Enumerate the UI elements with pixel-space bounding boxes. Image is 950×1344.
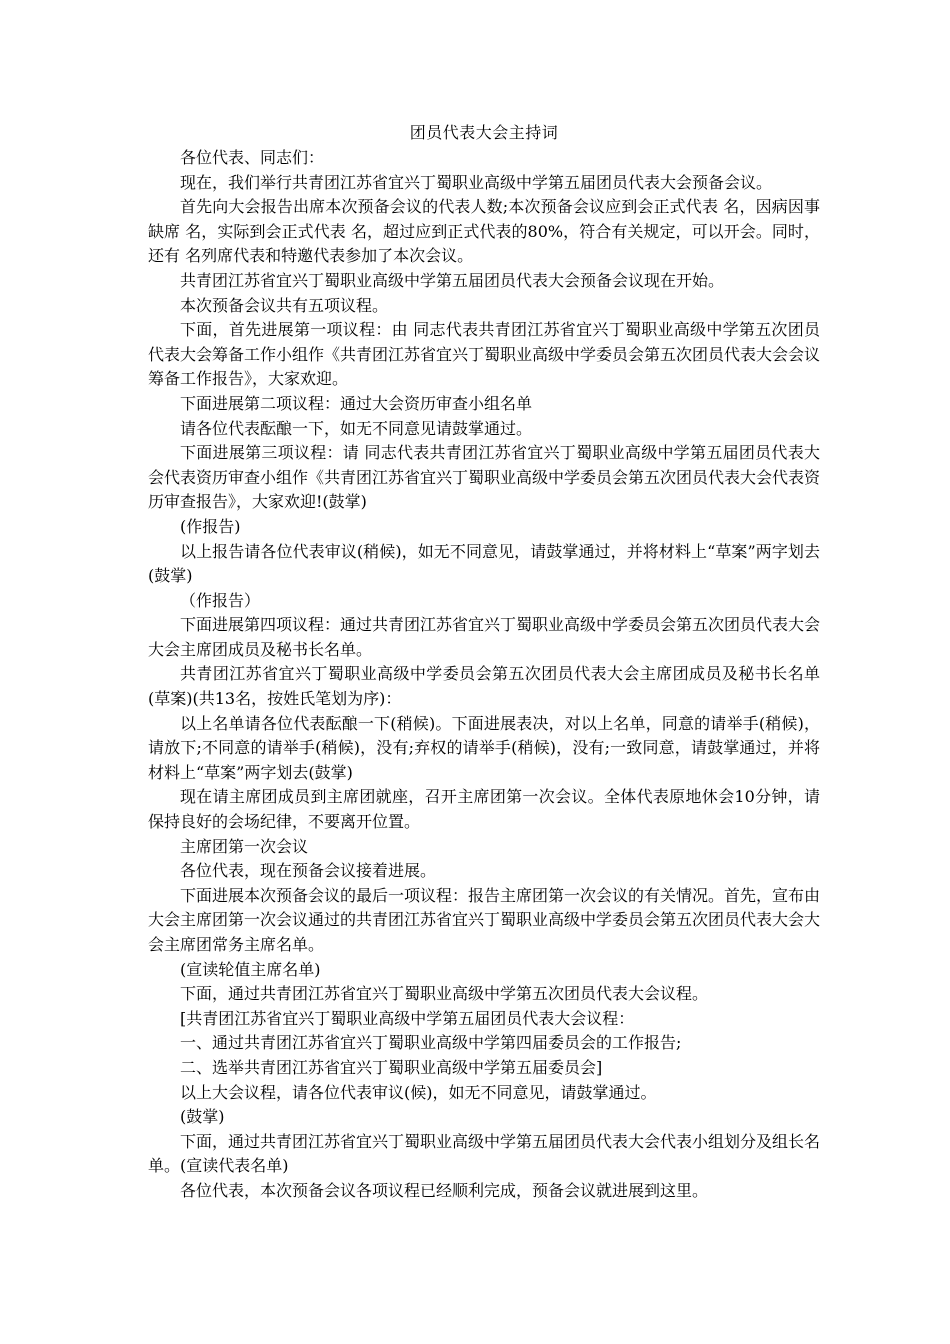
paragraph: 以上名单请各位代表酝酿一下(稍候)。下面进展表决，对以上名单，同意的请举手(稍候)，请放下;不同意的请举手(稍候)，没有;弃权的请举手(稍候)，没有;一致同意，请鼓掌通过，并将材料上“草案”两字划去(鼓掌) — [148, 713, 820, 782]
paragraph: 本次预备会议共有五项议程。 — [180, 295, 389, 315]
paragraph: 现在请主席团成员到主席团就座，召开主席团第一次会议。全体代表原地休会10分钟，请保持良好的会场纪律，不要离开位置。 — [148, 787, 820, 832]
paragraph: (鼓掌) — [180, 1107, 225, 1127]
paragraph: 下面进展第四项议程：通过共青团江苏省宜兴丁蜀职业高级中学委员会第五次团员代表大会大会主席团成员及秘书长名单。 — [148, 615, 821, 659]
paragraph: 首先向大会报告出席本次预备会议的代表人数;本次预备会议应到会正式代表 名，因病因事缺席 名，实际到会正式代表 名，超过应到正式代表的80%，符合有关规定，可以开会。同时，还有 名列席代表和特邀代表参加了本次会议。 — [148, 197, 820, 266]
paragraph: 下面，首先进展第一项议程：由 同志代表共青团江苏省宜兴丁蜀职业高级中学第五次团员代表大会筹备工作小组作《共青团江苏省宜兴丁蜀职业高级中学委员会第五次团员代表大会会议筹备工作报告》，大家欢迎。 — [148, 320, 821, 389]
document-body — [148, 146, 820, 1204]
paragraph: (作报告) — [180, 516, 241, 536]
paragraph: (宣读轮值主席名单) — [180, 959, 321, 979]
paragraph: 下面进展第三项议程：请 同志代表共青团江苏省宜兴丁蜀职业高级中学第五届团员代表大会代表资历审查小组作《共青团江苏省宜兴丁蜀职业高级中学委员会第五次团员代表大会代表资历审查报告》，大家欢迎!(鼓掌) — [148, 443, 821, 512]
paragraph: 下面进展第二项议程：通过大会资历审查小组名单 — [180, 393, 533, 413]
paragraph: 一、通过共青团江苏省宜兴丁蜀职业高级中学第四届委员会的工作报告; — [180, 1033, 682, 1053]
paragraph: 现在，我们举行共青团江苏省宜兴丁蜀职业高级中学第五届团员代表大会预备会议。 — [180, 172, 773, 192]
paragraph: 请各位代表酝酿一下，如无不同意见请鼓掌通过。 — [180, 418, 533, 438]
document-title: 团员代表大会主持词 — [409, 123, 559, 142]
paragraph: [共青团江苏省宜兴丁蜀职业高级中学第五届团员代表大会议程： — [180, 1008, 635, 1028]
paragraph: 各位代表，本次预备会议各项议程已经顺利完成，预备会议就进展到这里。 — [180, 1180, 709, 1200]
paragraph: 共青团江苏省宜兴丁蜀职业高级中学委员会第五次团员代表大会主席团成员及秘书长名单(草案)(共13名，按姓氏笔划为序)： — [148, 664, 820, 709]
paragraph: 各位代表，现在预备会议接着进展。 — [180, 861, 437, 881]
paragraph: 各位代表、同志们： — [180, 148, 325, 167]
paragraph: 主席团第一次会议 — [180, 836, 309, 856]
paragraph: 下面进展本次预备会议的最后一项议程：报告主席团第一次会议的有关情况。首先，宣布由大会主席团第一次会议通过的共青团江苏省宜兴丁蜀职业高级中学委员会第五次团员代表大会大会主席团常务主席名单。 — [148, 885, 821, 954]
document-page — [148, 120, 820, 1204]
paragraph: 以上大会议程，请各位代表审议(候)，如无不同意见，请鼓掌通过。 — [180, 1082, 657, 1102]
paragraph: 下面，通过共青团江苏省宜兴丁蜀职业高级中学第五届团员代表大会代表小组划分及组长名单。(宣读代表名单) — [148, 1131, 821, 1176]
paragraph: 下面，通过共青团江苏省宜兴丁蜀职业高级中学第五次团员代表大会议程。 — [180, 984, 709, 1004]
paragraph: 以上报告请各位代表审议(稍候)，如无不同意见，请鼓掌通过，并将材料上“草案”两字划去(鼓掌) — [148, 541, 820, 586]
paragraph: （作报告） — [180, 590, 261, 610]
paragraph: 二、选举共青团江苏省宜兴丁蜀职业高级中学第五届委员会] — [180, 1057, 603, 1077]
paragraph: 共青团江苏省宜兴丁蜀职业高级中学第五届团员代表大会预备会议现在开始。 — [180, 270, 725, 290]
